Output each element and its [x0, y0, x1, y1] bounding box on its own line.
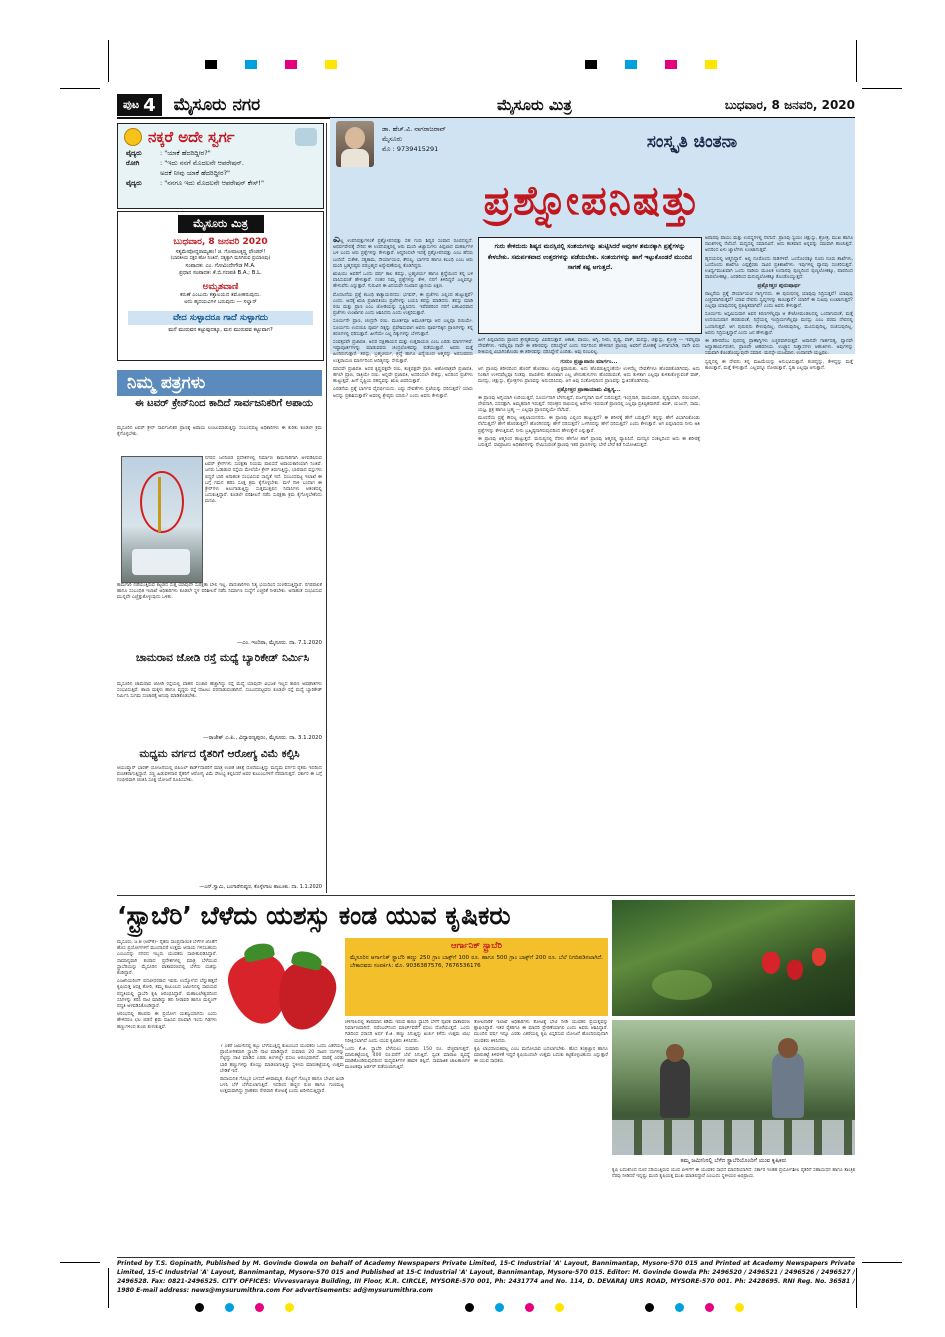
masthead-title: ಮೈಸೂರು ಮಿತ್ರ — [497, 96, 572, 114]
letters-banner — [117, 370, 322, 396]
masthead-logo: ಮೈಸೂರು ಮಿತ್ರ — [178, 215, 264, 233]
feature-body-col2: ಹೀಗೆ ಪಿಪ್ಪಲಾದರು ಪ್ರಾಣದ ಶ್ರೇಷ್ಠತೆಯನ್ನು ವಿವರಿಸುತ್ತಾರೆ. ಆಕಾಶ, ವಾಯು, ಅಗ್ನಿ, ನೀರು, ಪೃಥ್ವಿ, ವಾಕ್, ಮನಸ್ಸು, ಚಕ್ಷುಸ್ಸು, ಶ್ರೋತ್ರ — ಇವೆಲ್ಲವೂ ದೇವತೆಗಳು. ಇವೆಲ್ಲವೂ ನಾವೇ ಈ ಶರೀರವನ್ನು ಧರಿಸಿದ್ದೇವೆ ಎಂದು ಗರ್ವದಿಂದ ಹೇಳಿದಾಗ ಪ್ರಾಣವು ಅವರಿಗೆ ಮೋಹಕ್ಕೆ ಒಳಗಾಗಬೇಡಿ, ನಾನೇ ಐದು ರೀತಿಯಲ್ಲಿ ವಿಭಾಗಿಸಿಕೊಂಡು ಈ ಶರೀರವನ್ನು ಧರಿಸಿದ್ದೇನೆ ಎಂದಿತು. ಅವು ನಂಬಲಿಲ್ಲ. ಗುರುಂ ಪ್ರಜ್ಞಾಪಾರಂ ಮಾರ್ಗಂ... ಆಗ ಪ್ರಾಣವು ಶರೀರದಿಂದ ಹೊರಗೆ ಹೊರಡಲು ಉದ್ಯುಕ್ತವಾಯಿತು. ಅದು ಹೊರಡುತ್ತಿದ್ದಂತೆಯೇ ಉಳಿದೆಲ್ಲ ದೇವತೆಗಳೂ ಹೊರಡತೊಡಗಿದವು. ಅದು ನಿಂತಾಗ ಉಳಿದವೆಲ್ಲವೂ ನಿಂತವು. ರಾಣಿಜೇನು ಹೊರಟಾಗ ಎಲ್ಲ ಜೇನುಹುಳುಗಳು ಹೊರಡುವಂತೆ, ಅದು ಕುಳಿತಾಗ ಎಲ್ಲವೂ ಕುಳಿತುಕೊಳ್ಳುವಂತೆ ವಾಕ್, ಮನಸ್ಸು, ಚಕ್ಷುಸ್ಸು, ಶ್ರೋತ್ರಗಳು ಪ್ರಾಣವನ್ನು ಅನುಸರಿಸಿದವು. ಆಗ ಅವು ಸಂತೋಷದಿಂದ ಪ್ರಾಣವನ್ನು ಸ್ತುತಿಸತೊಡಗಿದವು. ಪ್ರಶ್ನೋತ್ತರ ಪ್ರಾಣಾಯಾಮ ವಿಶ್ವಸ್ಯ... ಈ ಪ್ರಾಣವು ಅಗ್ನಿಯಾಗಿ ಉರಿಯುತ್ತದೆ, ಸೂರ್ಯನಾಗಿ ಬೆಳಗುತ್ತದೆ, ಪರ್ಜನ್ಯನಾಗಿ ಮಳೆ ಸುರಿಸುತ್ತದೆ, ಇಂದ್ರನಾಗಿ, ವಾಯುವಾಗಿ, ಪೃಥ್ವಿಯಾಗಿ, ರಯಿಯಾಗಿ, ದೇವನಾಗಿ, ಸದಸತ್ತಾಗಿ, ಅಮೃತವಾಗಿ ಇರುತ್ತದೆ. ರಥಚಕ್ರದ ನಾಭಿಯಲ್ಲಿ ಅರೆಗಳು ಇರುವಂತೆ ಪ್ರಾಣದಲ್ಲಿ ಎಲ್ಲವೂ ಪ್ರತಿಷ್ಠಿತವಾಗಿವೆ. ಋಕ್, ಯಜುಸ್, ಸಾಮ, ಯಜ್ಞ, ಕ್ಷತ್ರ ಹಾಗೂ ಬ್ರಹ್ಮ — ಎಲ್ಲವೂ ಪ್ರಾಣದಲ್ಲಿಯೇ ನೆಲೆಸಿವೆ. ಮೂರನೆಯ ಪ್ರಶ್ನೆ ಕೌಸಲ್ಯ ಆಶ್ವಲಾಯನನದು. ಈ ಪ್ರಾಣವು ಎಲ್ಲಿಂದ ಹುಟ್ಟುತ್ತದೆ? ಈ ಶರೀರಕ್ಕೆ ಹೇಗೆ ಬರುತ್ತದೆ? ತನ್ನನ್ನು ಹೇಗೆ ವಿಭಾಗಿಸಿಕೊಂಡು ನೆಲೆಸುತ್ತದೆ? ಹೇಗೆ ಹೊರಡುತ್ತದೆ? ಹೊರಗಿನದನ್ನು ಹೇಗೆ ಧರಿಸುತ್ತದೆ? ಒಳಗಿನದನ್ನು ಹೇಗೆ ಧರಿಸುತ್ತದೆ? ಎಂದು ಕೇಳುತ್ತಾನೆ. ಆಗ ಪಿಪ್ಪಲಾದರು ನೀನು ಅತಿ ಪ್ರಶ್ನೆಗಳನ್ನು ಕೇಳುತ್ತಿರುವೆ, ನೀನು ಬ್ರಹ್ಮಿಷ್ಠನಾಗಿರುವುದರಿಂದ ಹೇಳುತ್ತೇನೆ ಎನ್ನುತ್ತಾರೆ. ಈ ಪ್ರಾಣವು ಆತ್ಮನಿಂದ ಹುಟ್ಟುತ್ತದೆ. ಮನುಷ್ಯನಲ್ಲಿ ನೆರಳು ಹೇಗೋ ಹಾಗೆ ಪ್ರಾಣವು ಆತ್ಮನಲ್ಲಿ ವ್ಯಾಪಿಸಿದೆ. ಮನಸ್ಸಿನ ಸಂಕಲ್ಪದಿಂದ ಅದು ಈ ಶರೀರಕ್ಕೆ ಬರುತ್ತದೆ. ಸಾಮ್ರಾಟನು ಅಧಿಕಾರಿಗಳನ್ನು ನೇಮಿಸುವಂತೆ ಪ್ರಾಣವು ಇತರ ಪ್ರಾಣಗಳನ್ನು ಬೇರೆ ಬೇರೆ ಕಡೆ ನಿಯೋಜಿಸುತ್ತದೆ. — [478, 338, 700, 449]
page-header — [117, 94, 855, 116]
letter-body: ಕಾಮಗಾರಿ ನಡೆಯುತ್ತಿರುವ ಕಟ್ಟಡದ ಸುತ್ತ ಯಾವುದೇ ಸುರಕ್ಷತಾ ಬೇಲಿ ಇಲ್ಲ. ಪಾದಚಾರಿಗಳು ನಿತ್ಯ ಭಯದಿಂದ ಸಂಚರಿಸುತ್ತಿದ್ದಾರೆ. ನಗರಪಾಲಿಕೆ ಹಾಗೂ ಸಂಬಂಧಿತ ಇಲಾಖೆ ಅಧಿಕಾರಿಗಳು ಕೂಡಲೇ ಸ್ಥಳ ಪರಿಶೀಲನೆ ನಡೆಸಿ ನಿರ್ಮಾಣ ಸಂಸ್ಥೆಗೆ ಎಚ್ಚರಿಕೆ ನೀಡಬೇಕು. ಅನಾಹುತ ಸಂಭವಿಸುವ ಮುನ್ನವೇ ಎಚ್ಚೆತ್ತುಕೊಳ್ಳುವುದು ಒಳಿತು. — [117, 583, 322, 601]
crop-mark — [108, 40, 109, 82]
section-rule — [117, 895, 855, 896]
amrutavani-text: ಕರುಣೆ ಎಂಬುದು ಕತ್ತಾಲಯದ ತಮೋಹರುವುದು. — [180, 292, 261, 298]
pullquote-box — [478, 237, 702, 334]
masthead-box — [117, 211, 324, 361]
humor-line: ರೋಗಿ : "ಇದು ನನಗೆ ಮೊದಲನೇ ಆಪರೇಷನ್. — [126, 159, 244, 167]
farm-body-col3: ಚಳಿಗಾಲದಲ್ಲಿ ತಾಪಮಾನ ಕಡಿಮೆ ಇರುವ ಕಾರಣ ಸ್ಟ್ರಾಬೆರಿ ಬೆಳೆಗೆ ಪೂರಕ ವಾತಾವರಣ ನಿರ್ಮಾಣವಾಗಿದೆ. ನವೆಂಬರ್‌ನಿಂದ ಮಾರ್ಚ್‌ವರೆಗೆ ಫಸಲು ದೊರೆಯುತ್ತದೆ. ಒಂದು ಗಿಡದಿಂದ ಸರಾಸರಿ ಅರ್ಧ ಕೆ.ಜಿ. ಹಣ್ಣು ಸಿಗುತ್ತಿದ್ದು ಖರ್ಚು ಕಳೆದು ಉತ್ತಮ ಲಾಭ ನಿರೀಕ್ಷಿಸಲಾಗಿದೆ ಎಂದು ಯುವ ಕೃಷಿಕರು ತಿಳಿಸಿದರು. ಒಂದು ಕೆ.ಜಿ. ಸ್ಟ್ರಾಬೆರಿ ಬೆಳೆಯಲು ಸುಮಾರು 150 ರೂ. ವೆಚ್ಚವಾಗುತ್ತದೆ. ಮಾರುಕಟ್ಟೆಯಲ್ಲಿ 400 ರೂ.ವರೆಗೆ ಬೆಲೆ ಸಿಗುತ್ತಿದೆ. ಸ್ವಂತ ಮಾರಾಟ ವ್ಯವಸ್ಥೆ ಮಾಡಿಕೊಂಡಿರುವುದರಿಂದ ಮಧ್ಯವರ್ತಿಗಳ ಹಾವಳಿ ತಪ್ಪಿದೆ. ಸಾಮಾಜಿಕ ಜಾಲತಾಣಗಳ ಮೂಲಕವೂ ಆರ್ಡರ್ ಪಡೆಯಲಾಗುತ್ತಿದೆ. — [345, 1020, 470, 1071]
proverb-title: ವೇದ ಸುಳ್ಳಾದರೂ ಗಾದೆ ಸುಳ್ಳಾಗದು — [128, 311, 313, 325]
chief-editor-line: ಪ್ರಧಾನ ಸಂಪಾದಕ: ಕೆ.ಬಿ.ಗಣಪತಿ B.A.; B.L. — [179, 270, 262, 276]
crop-mark — [60, 88, 100, 89]
strawberry-illustration — [220, 940, 342, 1040]
column-name: ಸಂಸ್ಕೃತಿ ಚಿಂತನಾ — [646, 132, 738, 152]
letter-title: ಈ ಟವರ್ ಕ್ರೇನ್‌ನಿಂದ ಕಾದಿದೆ ಸಾರ್ವಜನಿಕರಿಗೆ ಅಪಾಯ — [135, 398, 313, 409]
humor-line: ವೈದ್ಯರು : "ಯಾಕೆ ಹೆದರಿದ್ದೀರ?" — [126, 149, 211, 157]
humor-line: ವೈದ್ಯರು : "ನನಗೂ ಇದು ಮೊದಲನೇ ಆಪರೇಷನ್ ಕೇಸ್!" — [126, 179, 265, 187]
strawberry-plant-photo — [612, 900, 855, 1016]
crop-mark — [108, 1268, 109, 1308]
laughing-face-icon — [124, 128, 142, 146]
letter-body: ಆಯುಷ್ಮಾನ್ ಭಾರತ್ ಯೋಜನೆಯಲ್ಲಿ ಬಿಪಿಎಲ್ ಕಾರ್ಡ್‌ದಾರರಿಗೆ ಮಾತ್ರ ಉಚಿತ ಚಿಕಿತ್ಸೆ ದೊರೆಯುತ್ತಿದ್ದು ಮಧ್ಯಮ ವರ್ಗದ ರೈತರು ಇದರಿಂದ ವಂಚಿತರಾಗುತ್ತಿದ್ದಾರೆ. ಸಣ್ಣ ಹಿಡುವಳಿದಾರ ರೈತರಿಗೆ ಆರೋಗ್ಯ ವಿಮೆ ಸೌಲಭ್ಯ ಕಲ್ಪಿಸಿದರೆ ಅವರ ಕುಟುಂಬಗಳಿಗೆ ನೆರವಾಗುತ್ತದೆ. ಸರ್ಕಾರ ಈ ಬಗ್ಗೆ ಗಂಭೀರವಾಗಿ ಚಿಂತಿಸಿ ಸೂಕ್ತ ಯೋಜನೆ ರೂಪಿಸಬೇಕು. — [117, 766, 322, 784]
info-box — [345, 938, 608, 1016]
author-name: ಡಾ. ಹೆಚ್.ವಿ. ನಾಗರಾಜರಾವ್ — [382, 125, 446, 133]
photo-caption: ತಮ್ಮ ಜಮೀನಿನಲ್ಲಿ ಬೆಳೆದ ಸ್ಟ್ರಾಬೆರಿಯೊಂದಿಗೆ ಯುವ ಕೃಷಿಕರು — [680, 1158, 787, 1164]
registration-marks-bottom — [195, 1303, 755, 1313]
author-phone: ಮೊ : 9739415291 — [382, 145, 439, 153]
column-divider — [326, 123, 327, 893]
footer-rule — [117, 1257, 855, 1258]
info-box-text: ಮೈಸೂರಿನ ಆರ್ಗಾನಿಕ್ ಸ್ಟ್ರಾಬೆರಿ ಹಣ್ಣು 250 ಗ್ರಾಂ ಬಾಕ್ಸ್‌ಗೆ 100 ರೂ. ಹಾಗೂ 500 ಗ್ರಾಂ ಬಾಕ್ಸ್‌ಗೆ 200 ರೂ. ಬೆಲೆ ನಿಗದಿಪಡಿಸಲಾಗಿದೆ. ಬೇಕಾದವರು ಸಂಪರ್ಕಿಸಿ: ಮೊ. 9036387576, 7676536176 — [350, 955, 603, 969]
amrutavani-title: ಅಮೃತವಾಣಿ — [202, 282, 239, 292]
masthead-line: (ಭಾರತೀಯ ಸಕ್ತರ ಹೋ ನಿಂತಿದೆ, ಸತ್ಯಕ್ಕಾಗಿ ಮನಿಗಿರುವ ಪ್ರಯಾಣವು) — [170, 256, 271, 261]
letter-title: ಚಾಮರಾವ ಜೋಡಿ ರಸ್ತೆ ಮಧ್ಯೆ ಬ್ಯಾರಿಕೇಡ್ ನಿರ್ಮಿಸಿ — [135, 652, 310, 664]
cartoon-icon — [295, 128, 317, 146]
farm-body-col1: ಮೈಸೂರು, ಜ.8 (ಆರ್‌ಕೆ)– ರೈತರು ಸಾಂಪ್ರದಾಯಿಕ ಬೆಳೆಗಳ ಜೊತೆಗೆ ಹೊಸ ಪ್ರಯೋಗಗಳಿಗೆ ಮುಂದಾದರೆ ಉತ್ತಮ ಆದಾಯ ಗಳಿಸಬಹುದು ಎಂಬುದನ್ನು ನಗರದ ಇಬ್ಬರು ಯುವಕರು ಸಾಬೀತುಪಡಿಸಿದ್ದಾರೆ. ಸಾಮಾನ್ಯವಾಗಿ ತಂಪಾದ ಪ್ರದೇಶಗಳಲ್ಲಿ ಮಾತ್ರ ಬೆಳೆಯುವ ಸ್ಟ್ರಾಬೆರಿಯನ್ನು ಮೈಸೂರಿನ ವಾತಾವರಣದಲ್ಲಿ ಬೆಳೆದು ಯಶಸ್ಸು ಕಂಡಿದ್ದಾರೆ. ಎಂಜಿನಿಯರಿಂಗ್ ಪದವೀಧರರಾದ ಇವರು ಉದ್ಯೋಗದ ಬೆನ್ನುಹತ್ತದೆ ಕೃಷಿಯತ್ತ ಆಸಕ್ತಿ ತೋರಿ, ತಮ್ಮ ಕುಟುಂಬದ ಜಮೀನಿನಲ್ಲಿ ಸಾವಯವ ಪದ್ಧತಿಯಲ್ಲಿ ಸ್ಟ್ರಾಬೆರಿ ಕೃಷಿ ಆರಂಭಿಸಿದ್ದಾರೆ. ಮಹಾಬಲೇಶ್ವರದಿಂದ ಸಸಿಗಳನ್ನು ತರಿಸಿ ನಾಟಿ ಮಾಡಿದ್ದು ಹನಿ ನೀರಾವರಿ ಹಾಗೂ ಮಲ್ಚಿಂಗ್ ಪದ್ಧತಿ ಅಳವಡಿಸಿಕೊಂಡಿದ್ದಾರೆ. ಆರಂಭದಲ್ಲಿ ಹಲವರು ಈ ಪ್ರಯೋಗ ಯಶಸ್ವಿಯಾಗದು ಎಂದು ಹೇಳಿದರೂ ಛಲ ಬಿಡದೆ ಶ್ರಮ ವಹಿಸಿದ ಫಲವಾಗಿ ಇಂದು ಗಿಡಗಳು ಹಣ್ಣುಗಳಿಂದ ತುಂಬಿ ತುಳುಕುತ್ತಿವೆ. — [117, 940, 217, 1030]
crop-mark — [856, 40, 857, 82]
masthead-date: ಬುಧವಾರ, 8 ಜನವರಿ 2020 — [173, 237, 268, 247]
author-photo — [336, 121, 374, 167]
feature-title: ಪ್ರಶ್ನೋಪನಿಷತ್ತು — [483, 178, 702, 224]
page-number-box — [117, 94, 162, 116]
farm-body-col2: 7 ಎಕರೆ ಜಮೀನಿನಲ್ಲಿ ಕಬ್ಬು ಬೆಳೆಯುತ್ತಿದ್ದ ಕುಟುಂಬದ ಯುವಕರು ಒಂದು ಎಕರೆಯಲ್ಲಿ ಪ್ರಾಯೋಗಿಕವಾಗಿ ಸ್ಟ್ರಾಬೆರಿ ನಾಟಿ ಮಾಡಿದ್ದಾರೆ. ಸುಮಾರು 20 ಸಾವಿರ ಸಸಿಗಳನ್ನು ನೆಟ್ಟಿದ್ದು ನಾಟಿ ಮಾಡಿದ ಎರಡು ತಿಂಗಳಲ್ಲೇ ಫಸಲು ಆರಂಭವಾಗಿದೆ. ವಾರಕ್ಕೆ ಎರಡು ಬಾರಿ ಹಣ್ಣುಗಳನ್ನು ಕೊಯ್ಲು ಮಾಡಲಾಗುತ್ತಿದ್ದು ಸ್ಥಳೀಯ ಮಾರುಕಟ್ಟೆಯಲ್ಲಿ ಉತ್ತಮ ಬೇಡಿಕೆ ಇದೆ. ರಾಸಾಯನಿಕ ಗೊಬ್ಬರ ಬಳಸದೆ ಜೀವಾಮೃತ, ಕೊಟ್ಟಿಗೆ ಗೊಬ್ಬರ ಹಾಗೂ ಬೇವಿನ ಹಿಂಡಿ ಬಳಸಿ ಬೆಳೆ ಬೆಳೆಯಲಾಗುತ್ತಿದೆ. ಇದರಿಂದ ಹಣ್ಣಿನ ರುಚಿ ಹಾಗೂ ಗುಣಮಟ್ಟ ಉತ್ತಮವಾಗಿದ್ದು ಗ್ರಾಹಕರು ನೇರವಾಗಿ ತೋಟಕ್ಕೆ ಬಂದು ಖರೀದಿಸುತ್ತಿದ್ದಾರೆ. — [220, 1044, 344, 1095]
crop-mark — [862, 88, 902, 89]
letter-body: ನಗರದ ಜನನಿಬಿಡ ಪ್ರದೇಶಗಳಲ್ಲಿ ನಿರ್ಮಾಣ ಕಾಮಗಾರಿಗಾಗಿ ಅಳವಡಿಸಿರುವ ಟವರ್ ಕ್ರೇನ್‌ಗಳು ಸುರಕ್ಷತಾ ನಿಯಮ ಪಾಲಿಸದೆ ಅಪಾಯಕಾರಿಯಾಗಿ ನಿಂತಿವೆ. ಜನರು ಓಡಾಡುವ ರಸ್ತೆಯ ಮೇಲೆಯೇ ಕ್ರೇನ್ ತಿರುಗುತ್ತಿದ್ದು, ಭಾರವಾದ ವಸ್ತುಗಳು ಬಿದ್ದರೆ ಭಾರಿ ಅನಾಹುತ ಸಂಭವಿಸುವ ಸಾಧ್ಯತೆ ಇದೆ. ಸಂಬಂಧಪಟ್ಟ ಇಲಾಖೆ ಈ ಬಗ್ಗೆ ಗಮನ ಹರಿಸಿ ಸೂಕ್ತ ಕ್ರಮ ಕೈಗೊಳ್ಳಬೇಕು. ಮಳೆ ಗಾಳಿ ಬಂದಾಗ ಈ ಕ್ರೇನ್‌ಗಳು ಅಲುಗಾಡುತ್ತಿದ್ದು ಸುತ್ತಮುತ್ತಲಿನ ನಿವಾಸಿಗಳು ಆತಂಕದಲ್ಲಿ ಬದುಕುತ್ತಿದ್ದಾರೆ. ಕೂಡಲೇ ಪರಿಶೀಲನೆ ನಡೆಸಿ ಸುರಕ್ಷತಾ ಕ್ರಮ ಕೈಗೊಳ್ಳಬೇಕೆಂದು ಮನವಿ. — [205, 456, 322, 505]
humor-box — [117, 123, 324, 209]
farmers-photo — [612, 1020, 855, 1155]
feature-body-col3: ಅಪಾನವು ಪಾಯು ಮತ್ತು ಉಪಸ್ಥಗಳಲ್ಲಿ ನೆಲೆಸಿದೆ. ಪ್ರಾಣವು ಸ್ವಯಂ ಚಕ್ಷುಸ್ಸು, ಶ್ರೋತ್ರ, ಮುಖ ಹಾಗೂ ನಾಸಿಕಗಳಲ್ಲಿ ನೆಲೆಸಿದೆ. ಮಧ್ಯದಲ್ಲಿ ಸಮಾನವಿದೆ. ಅದು ಹುತವಾದ ಅನ್ನವನ್ನು ಸಮವಾಗಿ ಹಂಚುತ್ತದೆ. ಅದರಿಂದ ಏಳು ಜ್ವಾಲೆಗಳು ಉಂಟಾಗುತ್ತವೆ. ಹೃದಯದಲ್ಲಿ ಆತ್ಮನಿದ್ದಾನೆ. ಅಲ್ಲಿ ನೂರೊಂದು ನಾಡಿಗಳಿವೆ. ಒಂದೊಂದಕ್ಕೂ ನೂರು ನೂರು ಶಾಖೆಗಳು, ಒಂದೊಂದು ಶಾಖೆಗೂ ಎಪ್ಪತ್ತೆರಡು ಸಾವಿರ ಪ್ರತಿಶಾಖೆಗಳು. ಇವುಗಳಲ್ಲಿ ವ್ಯಾನವು ಸಂಚರಿಸುತ್ತದೆ. ಊರ್ಧ್ವಮುಖವಾಗಿ ಒಂದು ನಾಡಿಯ ಮೂಲಕ ಉದಾನವು ಪುಣ್ಯದಿಂದ ಪುಣ್ಯಲೋಕಕ್ಕೂ, ಪಾಪದಿಂದ ಪಾಪಲೋಕಕ್ಕೂ, ಎರಡರಿಂದ ಮನುಷ್ಯಲೋಕಕ್ಕೂ ಕೊಂಡೊಯ್ಯುತ್ತದೆ. ಪ್ರಶ್ನೋತ್ತರ ಪುರುಷಾರ್ಥ ನಾಲ್ಕನೆಯ ಪ್ರಶ್ನೆ ಸೌರ್ಯಾಯಣಿ ಗಾರ್ಗ್ಯನದು. ಈ ಪುರುಷನಲ್ಲಿ ಯಾವುವು ನಿದ್ರಿಸುತ್ತವೆ? ಯಾವುವು ಎಚ್ಚರವಾಗಿರುತ್ತವೆ? ಯಾವ ದೇವನು ಸ್ವಪ್ನಗಳನ್ನು ಕಾಣುತ್ತಾನೆ? ಯಾರಿಗೆ ಈ ಸುಖವು ಉಂಟಾಗುತ್ತದೆ? ಎಲ್ಲವೂ ಯಾವುದರಲ್ಲಿ ಪ್ರತಿಷ್ಠಿತವಾಗಿವೆ? ಎಂದು ಅವನು ಕೇಳುತ್ತಾನೆ. ಸೂರ್ಯನು ಅಸ್ತಮಿಸುವಾಗ ಅವನ ಕಿರಣಗಳೆಲ್ಲವೂ ಆ ತೇಜೋಮಂಡಲದಲ್ಲಿ ಒಂದಾಗುವಂತೆ, ಮತ್ತೆ ಉದಯಿಸುವಾಗ ಹರಡುವಂತೆ, ನಿದ್ರೆಯಲ್ಲಿ ಇಂದ್ರಿಯಗಳೆಲ್ಲವೂ ಮನಸ್ಸು ಎಂಬ ಪರಮ ದೇವನಲ್ಲಿ ಒಂದಾಗುತ್ತವೆ. ಆಗ ಪುರುಷನು ಕೇಳುವುದಿಲ್ಲ, ನೋಡುವುದಿಲ್ಲ, ಮೂಸುವುದಿಲ್ಲ, ರುಚಿಸುವುದಿಲ್ಲ. ಅವನು ನಿದ್ರಿಸುತ್ತಿದ್ದಾನೆ ಎಂದು ಜನ ಹೇಳುತ್ತಾರೆ. ಈ ಶರೀರವೆಂಬ ಪುರದಲ್ಲಿ ಪ್ರಾಣಾಗ್ನಿಗಳು ಎಚ್ಚರವಾಗಿರುತ್ತವೆ. ಅಪಾನವೇ ಗಾರ್ಹಪತ್ಯ, ವ್ಯಾನವೇ ಅನ್ವಾಹಾರ್ಯಪಚನ, ಪ್ರಾಣವೇ ಆಹವನೀಯ. ಉಚ್ಛ್ವಾಸ ನಿಃಶ್ವಾಸಗಳು ಆಹುತಿಗಳು. ಅವುಗಳನ್ನು ಸಮವಾಗಿ ಕೊಂಡೊಯ್ಯುವುದೇ ಸಮಾನ. ಮನಸ್ಸೇ ಯಜಮಾನ, ಉದಾನವೇ ಯಜ್ಞಫಲ. ಸ್ವಪ್ನದಲ್ಲಿ ಈ ದೇವನು ತನ್ನ ಮಹಿಮೆಯನ್ನು ಅನುಭವಿಸುತ್ತಾನೆ. ಕಂಡದ್ದನ್ನು, ಕೇಳಿದ್ದನ್ನು ಮತ್ತೆ ಕಾಣುತ್ತಾನೆ, ಮತ್ತೆ ಕೇಳುತ್ತಾನೆ. ಎಲ್ಲವನ್ನೂ ನೋಡುತ್ತಾನೆ, ಸ್ವತಃ ಎಲ್ಲವೂ ಆಗುತ್ತಾನೆ. — [705, 236, 853, 371]
letter-body: ಮೈಸೂರಿನ ಟವರ್ ಕ್ರೇನ್ ಸಾರ್ವಜನಿಕರ ಪ್ರಾಣಕ್ಕೆ ಅಪಾಯ ಉಂಟುಮಾಡುತ್ತಿದ್ದು ಸಂಬಂಧಪಟ್ಟ ಅಧಿಕಾರಿಗಳು ಈ ಕುರಿತು ಕೂಡಲೇ ಕ್ರಮ ಕೈಗೊಳ್ಳಬೇಕು. — [117, 426, 322, 438]
letter-item — [117, 398, 322, 410]
side-heading: ಪ್ರಶ್ನೋತ್ತರ ಪುರುಷಾರ್ಥ — [757, 283, 801, 290]
masthead-line: ಸತ್ಯಮೇವೋದ್ಧರಾಮ್ಯಹಂ! ಜಿ. ಗೋಪಾಲಕೃಷ್ಣ ಫೌಂಡರ್! — [175, 249, 266, 255]
editor-line: ಸಂಪಾದಕ: ಎಂ. ಗೋವಿಂದೇಗೌಡ M.A. — [185, 263, 256, 269]
farm-headline: ‘ಸ್ಟ್ರಾಬೆರಿ’ ಬೆಳೆದು ಯಶಸ್ಸು ಕಂಡ ಯುವ ಕೃಷಿಕರು — [117, 901, 511, 930]
crop-mark — [862, 1262, 902, 1263]
author-info — [382, 124, 446, 154]
page-label: ಪುಟ — [123, 98, 140, 111]
verse-line: ಪ್ರಶ್ನೋತ್ತರ ಪ್ರಾಣಾಯಾಮ ವಿಶ್ವಸ್ಯ... — [557, 387, 621, 394]
header-date: ಬುಧವಾರ, 8 ಜನವರಿ, 2020 — [724, 97, 855, 112]
section-title: ಮೈಸೂರು ನಗರ — [173, 95, 261, 115]
farm-body-col4: ತೋಟಗಾರಿಕೆ ಇಲಾಖೆ ಅಧಿಕಾರಿಗಳು ತೋಟಕ್ಕೆ ಭೇಟಿ ನೀಡಿ ಯುವಕರ ಪ್ರಯತ್ನವನ್ನು ಶ್ಲಾಘಿಸಿದ್ದಾರೆ. ಇತರ ರೈತರಿಗೂ ಈ ಮಾದರಿ ಪ್ರೇರಣೆಯಾಗಲಿ ಎಂದು ಅವರು ಆಶಿಸಿದ್ದಾರೆ. ಮುಂದಿನ ವರ್ಷ ಇನ್ನೂ ಎರಡು ಎಕರೆಯಲ್ಲಿ ಕೃಷಿ ವಿಸ್ತರಿಸುವ ಯೋಜನೆ ಹೊಂದಿರುವುದಾಗಿ ಯುವಕರು ತಿಳಿಸಿದರು. ಕೃಷಿ ಲಾಭದಾಯಕವಲ್ಲ ಎಂಬ ಮನೋಭಾವ ಬದಲಾಗಬೇಕು. ಹೊಸ ತಂತ್ರಜ್ಞಾನ ಹಾಗೂ ಮಾರುಕಟ್ಟೆ ತಿಳಿವಳಿಕೆ ಇದ್ದರೆ ಕೃಷಿಯಿಂದಲೇ ಉತ್ತಮ ಬದುಕು ಕಟ್ಟಿಕೊಳ್ಳಬಹುದು ಎನ್ನುತ್ತಾರೆ ಈ ಯುವ ಸಾಧಕರು. — [474, 1020, 608, 1065]
crane-photo — [121, 456, 203, 583]
letter-signature: —ರಾಜೇಶ್ ಎ.ಪಿ., ವಿದ್ಯಾರಣ್ಯಪುರಂ, ಮೈಸೂರು. ದಾ. 3.1.2020 — [203, 735, 322, 741]
verse-line: ಗುರುಂ ಪ್ರಜ್ಞಾಪಾರಂ ಮಾರ್ಗಂ... — [560, 358, 618, 365]
pullquote-text: ಗುರು ಕೇಳಿದುದು ಶಿಷ್ಯನ ಮನಸ್ಸಿನಲ್ಲಿ ಸಂಶಯಗಳನ್ನು ಹುಟ್ಟಿಸಿದರೆ ಅವುಗಳ ಶಮನಕ್ಕಾಗಿ ಪ್ರಶ್ನೆಗಳನ್ನು ಕೇಳಬೇಕು. ಸಮರ್ಪಕವಾದ ಉತ್ತರಗಳನ್ನು ಪಡೆಯಬೇಕು. ಸಂಶಯಗಳನ್ನು ಹಾಗೆ ಇಟ್ಟುಕೊಂಡರೆ ಮುಂದಿನ ಸಾಗಣೆ ಕಷ್ಟ ಆಗುತ್ತದೆ. — [487, 243, 693, 271]
imprint-line: Printed by T.S. Gopinath, Published by M. Govinde Gowda on behalf of Academy Newspapers Private Limited, 15-C Industrial 'A' Layout, Bannimantap, Mysore-570 015 and Printed at Academy Newspapers Private Limited, 15-C Industrial 'A' Layout, Bannimantap, Mysore-570 015 and Published at 15-C Industrial 'A' Layout, Bannimantap, Mysore-570 015. Editor: M. Govinde Gowda Ph: 2496520 / 2496521 / 2496526 / 2496527 / 2496528. Fax: 0821-2496525. CITY OFFICES: Vivvesvaraya Building, III Floor, K.R. CIRCLE, MYSORE-570 001, Ph: 2431774 and No. 114, D. DEVARAJ URS ROAD, MYSORE-570 001. Ph: 2428695. RNI Reg. No. 36581 / 1980 E-mail address: news@mysurumithra.com For advertisements: ad@mysurumithra.com — [117, 1260, 855, 1294]
page-number: 4 — [143, 94, 156, 116]
author-place: ಮೈಸೂರು — [382, 135, 403, 143]
info-box-title: ಆರ್ಗಾನಿಕ್ ಸ್ಟ್ರಾಬೆರಿ — [451, 941, 502, 951]
letters-banner-title: ನಿಮ್ಮ ಪತ್ರಗಳು — [127, 373, 206, 393]
letter-title: ಮಧ್ಯಮ ವರ್ಗದ ರೈತರಿಗೆ ಆರೋಗ್ಯ ವಿಮೆ ಕಲ್ಪಿಸಿ — [139, 748, 300, 760]
farm-body-col5: ಕೃಷಿ ಬದುಕಿನಿಂದ ದೂರ ಸರಿಯುತ್ತಿರುವ ಯುವ ಪೀಳಿಗೆಗೆ ಈ ಯುವಕರ ಸಾಧನೆ ಮಾದರಿಯಾಗಿದೆ. ಸರ್ಕಾರ ಇಂತಹ ಪ್ರಯೋಗಶೀಲ ರೈತರಿಗೆ ಸಹಾಯಧನ ಹಾಗೂ ತಾಂತ್ರಿಕ ನೆರವು ನೀಡಿದರೆ ಇನ್ನಷ್ಟು ಮಂದಿ ಕೃಷಿಯತ್ತ ಮುಖ ಮಾಡಲಿದ್ದಾರೆ ಎಂಬುದು ಸ್ಥಳೀಯರ ಅಭಿಪ್ರಾಯ. — [612, 1168, 855, 1180]
feature-body-col1: ಎಲ್ಲ ಉಪನಿಷತ್ತುಗಳಂತೆ ಪ್ರಶ್ನೋಪನಿಷತ್ತು ಸಹ ಗುರು ಶಿಷ್ಯರ ಸಂವಾದ ರೂಪದಲ್ಲಿದೆ. ಅಥರ್ವವೇದಕ್ಕೆ ಸೇರಿದ ಈ ಉಪನಿಷತ್ತಿನಲ್ಲಿ ಆರು ಮಂದಿ ಜಿಜ್ಞಾಸುಗಳು ಪಿಪ್ಪಲಾದ ಮಹರ್ಷಿಗಳ ಬಳಿ ಬಂದು ಆರು ಪ್ರಶ್ನೆಗಳನ್ನು ಕೇಳುತ್ತಾರೆ. ಆದ್ದರಿಂದಲೇ ಇದಕ್ಕೆ ಪ್ರಶ್ನೋಪನಿಷತ್ತು ಎಂಬ ಹೆಸರು ಬಂದಿದೆ. ಸುಕೇಶ, ಸತ್ಯಕಾಮ, ಸೌರ್ಯಾಯಣಿ, ಕೌಸಲ್ಯ, ಭಾರ್ಗವ ಹಾಗೂ ಕಬಂಧಿ ಎಂಬ ಆರು ಮಂದಿ ಬ್ರಹ್ಮನಿಷ್ಠರು ಪರಬ್ರಹ್ಮದ ಅನ್ವೇಷಣೆಯಲ್ಲಿ ತೊಡಗಿದ್ದರು. ಋಷಿಯು ಅವರಿಗೆ ಒಂದು ವರ್ಷ ಕಾಲ ತಪಸ್ಸು, ಬ್ರಹ್ಮಚರ್ಯ ಹಾಗೂ ಶ್ರದ್ಧೆಯಿಂದ ತನ್ನ ಬಳಿ ವಾಸಿಸುವಂತೆ ಹೇಳುತ್ತಾರೆ. ನಂತರ ನಿಮ್ಮ ಪ್ರಶ್ನೆಗಳನ್ನು ಕೇಳಿ, ನನಗೆ ತಿಳಿದಿದ್ದರೆ ಎಲ್ಲವನ್ನೂ ಹೇಳುವೆನು ಎನ್ನುತ್ತಾರೆ. ಗುರುವಿನ ಈ ವಿನಯವೇ ನಿಜವಾದ ಜ್ಞಾನಿಯ ಲಕ್ಷಣ. ಮೊದಲನೆಯ ಪ್ರಶ್ನೆ ಕಬಂಧಿ ಕಾತ್ಯಾಯನನದು: ಭಗವನ್, ಈ ಪ್ರಜೆಗಳು ಎಲ್ಲಿಂದ ಹುಟ್ಟುತ್ತವೆ? ಎಂದು. ಅದಕ್ಕೆ ಋಷಿ ಪ್ರಜಾಪತಿಯು ಪ್ರಜೆಗಳನ್ನು ಬಯಸಿ ತಪಸ್ಸು ಮಾಡಿದನು. ತಪಸ್ಸು ಮಾಡಿ ರಯಿ ಮತ್ತು ಪ್ರಾಣ ಎಂಬ ಜೋಡಿಯನ್ನು ಸೃಷ್ಟಿಸಿದನು. ಇವೆರಡರಿಂದ ನನಗೆ ಬಹುವಿಧವಾದ ಪ್ರಜೆಗಳು ಉಂಟಾಗಲಿ ಎಂದು ಆಶಿಸಿದನು ಎಂದು ಉತ್ತರಿಸುತ್ತಾರೆ. ಸೂರ್ಯನೇ ಪ್ರಾಣ, ಚಂದ್ರನೇ ರಯಿ. ಮೂರ್ತವೂ ಅಮೂರ್ತವೂ ಆದ ಎಲ್ಲವೂ ರಯಿಯೇ. ಸೂರ್ಯನು ಉದಯಿಸಿ ಪೂರ್ವ ದಿಕ್ಕನ್ನು ಪ್ರವೇಶಿಸುವಾಗ ಅವನು ಪೂರ್ವದಿಕ್ಕಿನ ಪ್ರಾಣಗಳನ್ನು ತನ್ನ ಕಿರಣಗಳಲ್ಲಿ ಧರಿಸುತ್ತಾನೆ. ಹೀಗೆಯೇ ಎಲ್ಲ ದಿಕ್ಕುಗಳನ್ನು ಬೆಳಗುತ್ತಾನೆ. ಸಂವತ್ಸರವೇ ಪ್ರಜಾಪತಿ. ಅದರ ದಕ್ಷಿಣಾಯನ ಮತ್ತು ಉತ್ತರಾಯಣ ಎಂಬ ಎರಡು ಮಾರ್ಗಗಳಿವೆ. ಇಷ್ಟಾಪೂರ್ತಗಳನ್ನು ಮಾಡುವವರು ಚಂದ್ರಲೋಕವನ್ನು ಪಡೆಯುತ್ತಾರೆ. ಅವರು ಮತ್ತೆ ಹಿಂದಿರುಗುತ್ತಾರೆ. ತಪಸ್ಸು, ಬ್ರಹ್ಮಚರ್ಯ, ಶ್ರದ್ಧೆ ಹಾಗೂ ವಿದ್ಯೆಯಿಂದ ಆತ್ಮನನ್ನು ಅರಸುವವರು ಉತ್ತರಾಯಣ ಮಾರ್ಗದಿಂದ ಆದಿತ್ಯನನ್ನು ಸೇರುತ್ತಾರೆ. ಮಾಸವೇ ಪ್ರಜಾಪತಿ. ಅದರ ಕೃಷ್ಣಪಕ್ಷವೇ ರಯಿ, ಶುಕ್ಲಪಕ್ಷವೇ ಪ್ರಾಣ. ಅಹೋರಾತ್ರವೇ ಪ್ರಜಾಪತಿ, ಹಗಲೇ ಪ್ರಾಣ, ರಾತ್ರಿಯೇ ರಯಿ. ಅನ್ನವೇ ಪ್ರಜಾಪತಿ, ಅದರಿಂದಲೇ ರೇತಸ್ಸು, ಅದರಿಂದ ಪ್ರಜೆಗಳು ಹುಟ್ಟುತ್ತವೆ. ಹೀಗೆ ಸೃಷ್ಟಿಯ ರಹಸ್ಯವನ್ನು ಋಷಿ ವಿವರಿಸುತ್ತಾರೆ. ಎರಡನೆಯ ಪ್ರಶ್ನೆ ಭಾರ್ಗವ ವೈದರ್ಭಿಯದು. ಎಷ್ಟು ದೇವತೆಗಳು ಪ್ರಜೆಯನ್ನು ಧರಿಸುತ್ತವೆ? ಯಾರು ಅದನ್ನು ಪ್ರಕಾಶಿಸುತ್ತಾರೆ? ಅವರಲ್ಲಿ ಶ್ರೇಷ್ಠರು ಯಾರು? ಎಂದು ಅವನು ಕೇಳುತ್ತಾನೆ. — [333, 236, 473, 399]
humor-line: ಅದಕೆ ನೀವು ಯಾಕೆ ಹೆದರಿದ್ದೀರ?" — [160, 169, 231, 177]
letter-signature: —ಎನ್.ಸ್ವಾಮಿ, ಬಂಗಾರೇನಿಪ್ಪುರ, ಕೊಳ್ಳೇಗಾಲ ತಾಲೂಕು. ದಾ. 1.1.2020 — [199, 884, 322, 890]
letter-body: ಮೈಸೂರಿನ ಚಾಮರಾವ ಜೋಡಿ ರಸ್ತೆಯಲ್ಲಿ ವಾಹನ ಸಂಚಾರ ಹೆಚ್ಚಾಗಿದ್ದು ರಸ್ತೆ ಮಧ್ಯೆ ಯಾವುದೇ ವಿಭಜಕ ಇಲ್ಲದ ಕಾರಣ ಅಪಘಾತಗಳು ಸಂಭವಿಸುತ್ತಿವೆ. ಶಾಲಾ ಮಕ್ಕಳು ಹಾಗೂ ವೃದ್ಧರು ರಸ್ತೆ ದಾಟಲು ಪರದಾಡುವಂತಾಗಿದೆ. ಸಂಬಂಧಪಟ್ಟವರು ಕೂಡಲೇ ರಸ್ತೆ ಮಧ್ಯೆ ಬ್ಯಾರಿಕೇಡ್ ನಿರ್ಮಿಸಿ ಸುಗಮ ಸಂಚಾರಕ್ಕೆ ಅನುವು ಮಾಡಿಕೊಡಬೇಕು. — [117, 682, 322, 700]
proverb-text: ಮನೆ ಮುರುವನ ಕಟ್ಟುವುದಕ್ಕೂ, ಮನ ಮುರುವವ ಕಟ್ಟುವಾಗ? — [168, 327, 273, 333]
amrutavani-text: ಅದು ಹೃದಯವಿಗಳ ಬರುವುದು — ಸಲ್ವಾನ್ — [184, 299, 257, 305]
letter-signature: —ಎಂ. ಇಂದಿರಾ, ಮೈಸೂರು. ದಾ. 7.1.2020 — [236, 640, 322, 646]
humor-title: ನಕ್ಕರೆ ಅದೇ ಸ್ವರ್ಗ — [148, 128, 235, 146]
crop-mark — [60, 1262, 100, 1263]
crop-mark — [856, 1268, 857, 1308]
